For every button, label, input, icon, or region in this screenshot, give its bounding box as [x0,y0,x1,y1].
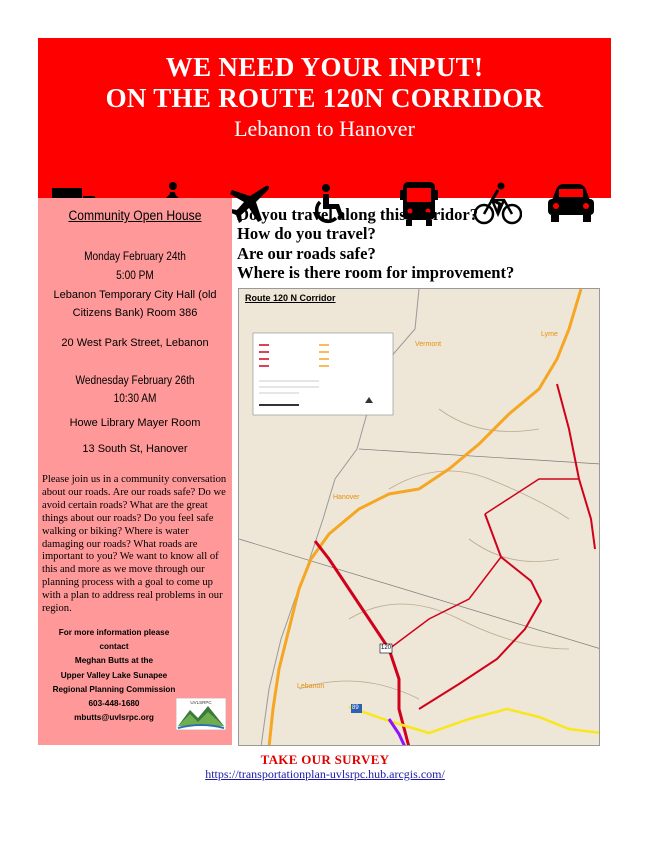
map-label-route120: 120 [381,645,392,651]
question-2: How do you travel? [237,224,376,244]
question-4: Where is there room for improvement? [237,263,515,283]
invitation-paragraph: Please join us in a community conversation about our roads. Are our roads safe? Do we avoid certain roads? What are the great things about our roads? Do you feel safe walking or biking? Where is water damaging our roads? What roads are important to you? We want to know all of this and more as we move through our planning process with a goal to come up with a plan to address real problems in our region. [42,474,227,615]
contact-block [46,626,182,725]
contact-line3: Upper Valley Lake Sunapee [60,670,168,680]
map-label-route89: 89 [352,705,359,711]
map-label-hanover: Hanover [333,494,360,501]
session1-time: 5:00 PM [116,270,154,282]
session1-place-line2: Citizens Bank) Room 386 [72,307,198,319]
headline-line2: ON THE ROUTE 120N CORRIDOR [105,83,544,113]
contact-line1: For more information please contact [58,628,170,652]
map-label-lebanon: Lebanon [297,683,325,690]
session2-date: Wednesday February 26th [75,375,195,387]
corridor-map [238,288,600,746]
question-1: Do you travel along this corridor? [237,205,479,224]
contact-email: mbutts@uvlsrpc.org [74,713,154,723]
header-banner [38,38,611,198]
session1-address: 20 West Park Street, Lebanon [61,337,209,349]
session1-place-line1: Lebanon Temporary City Hall (old [53,289,217,301]
session2-place: Howe Library Mayer Room [69,417,201,429]
question-3: Are our roads safe? [237,243,376,263]
map-label-vermont: Vermont [415,341,442,348]
headline-subtitle: Lebanon to Hanover [234,116,415,141]
headline-line1: WE NEED YOUR INPUT! [165,52,484,82]
questions-list [237,205,609,283]
session1-date: Monday February 24th [84,251,186,263]
contact-line4: Regional Planning Commission [52,684,176,694]
open-house-heading: Community Open House [68,208,202,223]
open-house-panel [38,198,232,745]
session2-time: 10:30 AM [113,393,157,405]
session2-address: 13 South St, Hanover [82,443,188,455]
map-label-lyme: Lyme [541,331,558,338]
survey-link[interactable]: https://transportationplan-uvlsrpc.hub.arcgis.com/ [205,767,445,781]
contact-line2: Meghan Butts at the [74,656,154,666]
uvlsrpc-logo [176,698,226,730]
logo-text: UVLSRPC [190,700,212,705]
map-graphic [239,289,600,746]
contact-phone: 603-448-1680 [88,699,140,709]
survey-heading: TAKE OUR SURVEY [260,752,390,767]
map-title: Route 120 N Corridor [245,293,336,303]
